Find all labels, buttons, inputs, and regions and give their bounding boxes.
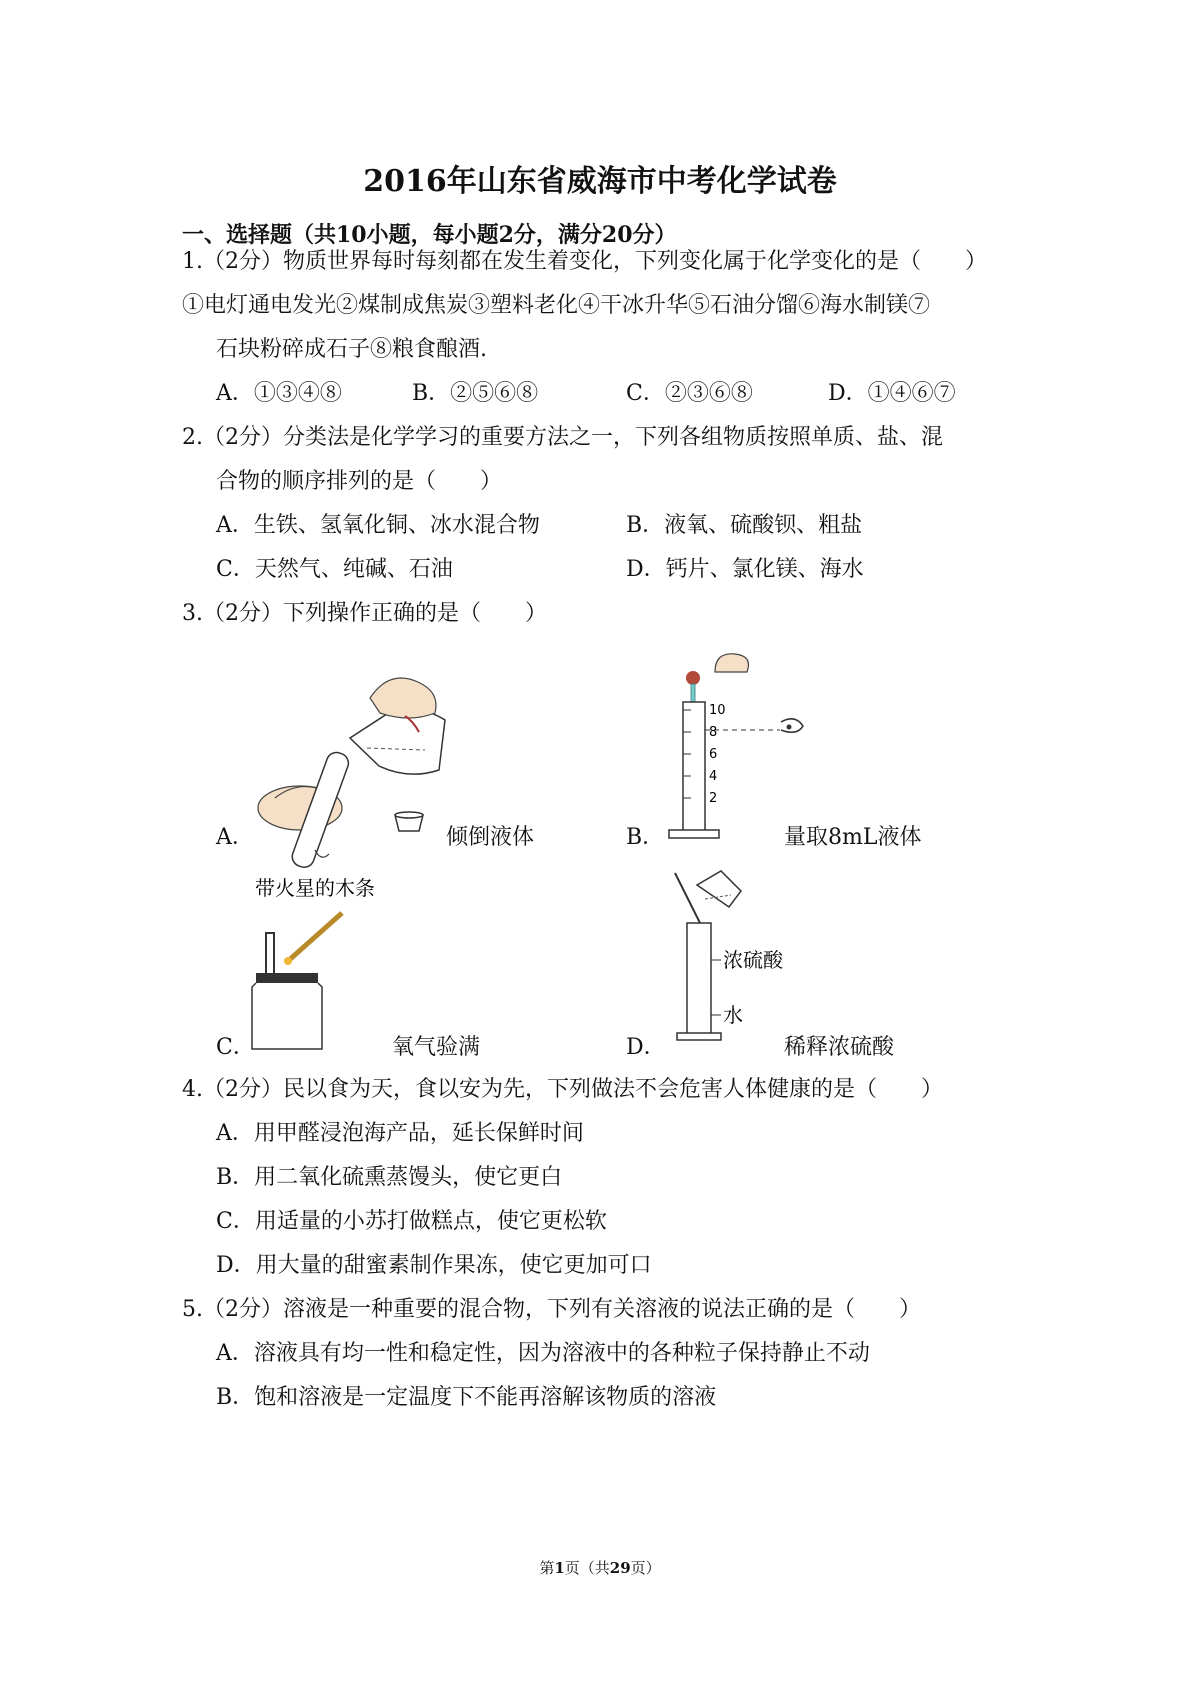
footer-suffix: 页） <box>630 1559 661 1577</box>
q4-option-a: A．用甲醛浸泡海产品，延长保鲜时间 <box>216 1121 584 1146</box>
figure-oxygen-test <box>250 875 420 1050</box>
footer-middle: 页（共 <box>564 1559 610 1577</box>
acid-label: 浓硫酸 <box>723 948 783 972</box>
q1-stem-line2: ①电灯通电发光②煤制成焦炭③塑料老化④干冰升华⑤石油分馏⑥海水制镁⑦ <box>182 293 931 318</box>
q4-option-d: D．用大量的甜蜜素制作果冻，使它更加可口 <box>216 1253 652 1278</box>
q3-option-d: D． <box>626 1035 666 1060</box>
page-footer <box>0 1557 1200 1578</box>
q5-stem: 5.（2分）溶液是一种重要的混合物，下列有关溶液的说法正确的是（ ） <box>182 1297 921 1322</box>
q2-option-a: A．生铁、氢氧化铜、冰水混合物 <box>216 513 540 538</box>
q3-stem: 3.（2分）下列操作正确的是（ ） <box>182 601 547 626</box>
q3-option-b: B． <box>626 825 665 850</box>
q2-option-b: B．液氧、硫酸钡、粗盐 <box>626 513 863 538</box>
q2-stem-line2: 合物的顺序排列的是（ ） <box>216 469 503 494</box>
q3-caption-b: 量取8mL液体 <box>784 825 922 850</box>
q3-caption-c: 氧气验满 <box>392 1035 481 1060</box>
bottle-stopper-icon <box>392 810 426 836</box>
tick-label-10: 10 <box>709 703 726 718</box>
footer-page-number: 1 <box>554 1559 565 1577</box>
q3-caption-a: 倾倒液体 <box>446 825 535 850</box>
water-label: 水 <box>723 1003 743 1027</box>
q3-caption-d: 稀释浓硫酸 <box>784 1035 895 1060</box>
q2-option-c: C．天然气、纯碱、石油 <box>216 557 453 582</box>
q4-option-c: C．用适量的小苏打做糕点，使它更松软 <box>216 1209 607 1234</box>
page-title: 2016年山东省威海市中考化学试卷 <box>363 164 837 199</box>
q2-stem-line1: 2.（2分）分类法是化学学习的重要方法之一，下列各组物质按照单质、盐、混 <box>182 425 943 450</box>
q1-option-c: C．②③⑥⑧ <box>626 381 753 406</box>
tick-label-4: 4 <box>709 769 718 784</box>
q1-stem-line3: 石块粉碎成石子⑧粮食酿酒. <box>216 337 487 362</box>
footer-prefix: 第 <box>539 1559 555 1577</box>
wood-stick-label: 带火星的木条 <box>255 876 375 900</box>
q2-option-d: D．钙片、氯化镁、海水 <box>626 557 864 582</box>
q3-option-c: C． <box>216 1035 255 1060</box>
footer-total-pages: 29 <box>609 1559 631 1577</box>
q1-option-a: A．①③④⑧ <box>216 381 342 406</box>
q1-option-b: B．②⑤⑥⑧ <box>412 381 539 406</box>
tick-label-8: 8 <box>709 725 718 740</box>
q4-option-b: B．用二氧化硫熏蒸馒头，使它更白 <box>216 1165 563 1190</box>
q1-stem-line1: 1.（2分）物质世界每时每刻都在发生着变化，下列变化属于化学变化的是（ ） <box>182 249 987 274</box>
q4-stem: 4.（2分）民以食为天，食以安为先，下列做法不会危害人体健康的是（ ） <box>182 1077 943 1102</box>
figure-diluting-acid <box>665 865 805 1050</box>
section-heading: 一、选择题（共10小题，每小题2分，满分20分） <box>182 222 677 248</box>
q3-option-a: A． <box>216 825 254 850</box>
tick-label-6: 6 <box>709 747 718 762</box>
q1-option-d: D．①④⑥⑦ <box>828 381 956 406</box>
tick-label-2: 2 <box>709 791 718 806</box>
q5-option-a: A．溶液具有均一性和稳定性，因为溶液中的各种粒子保持静止不动 <box>216 1341 870 1366</box>
q5-option-b: B．饱和溶液是一定温度下不能再溶解该物质的溶液 <box>216 1385 717 1410</box>
